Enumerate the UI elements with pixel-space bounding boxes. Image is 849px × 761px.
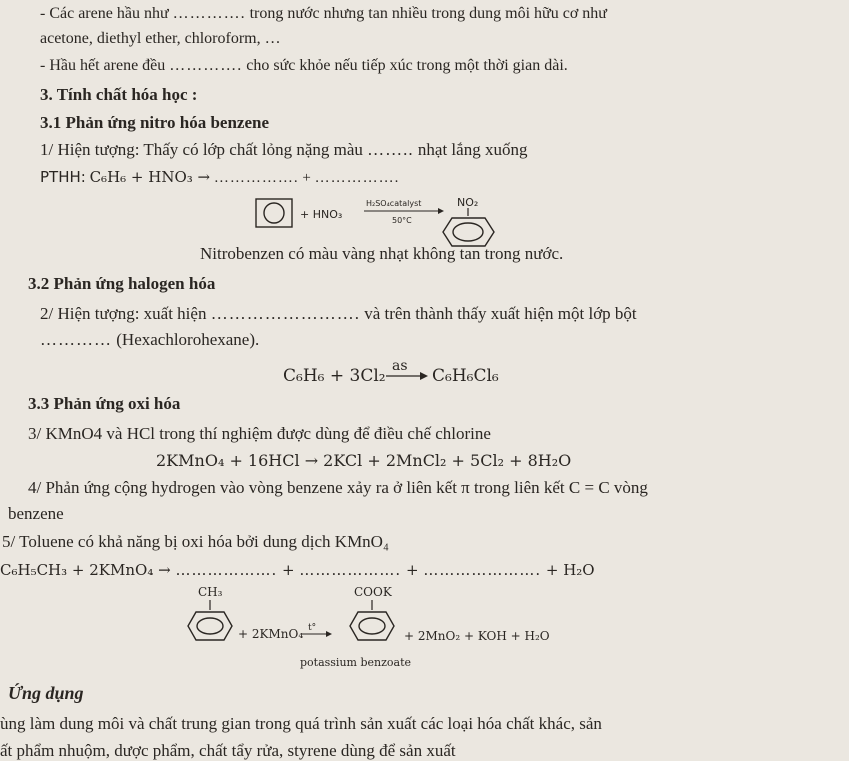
nitration-reagent: + HNO₃ (300, 208, 343, 221)
text-line-solvents: acetone, diethyl ether, chloroform, … (40, 30, 281, 47)
text-line-chlorine-prep: 3/ KMnO4 và HCl trong thí nghiệm được dùng để điều chế chlorine (28, 424, 491, 443)
heading-oxidation: 3.3 Phản ứng oxi hóa (28, 394, 181, 413)
toluene-ring-icon (188, 612, 232, 640)
equation-toluene-oxidation: C₆H₅CH₃ + 2KMnO₄ → ………………. + ………………. + …………………. + H₂O (0, 561, 595, 579)
methyl-substituent: CH₃ (198, 585, 223, 599)
blank-fill-4: ……………. (213, 170, 299, 186)
halogenation-condition: as (392, 358, 408, 374)
nitrobenzene-note: Nitrobenzen có màu vàng nhạt không tan trong nước. (200, 244, 564, 263)
oxidation-reagent: + 2KMnO₄ (238, 627, 304, 641)
product-name: potassium benzoate (300, 656, 412, 669)
nitration-condition-catalyst: H₂SO₄catalyst (366, 199, 422, 208)
text-line-toluene-oxidation: 5/ Toluene có khả năng bị oxi hóa bởi dung dịch KMnO₄ (2, 532, 389, 551)
blank-fill-10: …………………. (423, 561, 542, 579)
text-line-halogenation-phenomenon: 2/ Hiện tượng: xuất hiện ……………………. và trên thành thấy xuất hiện một lớp bột (40, 304, 637, 323)
blank-fill-1: …………. (172, 5, 246, 22)
equation-nitration: PTHH: C₆H₆ + HNO₃ → ……………. + ……………. (40, 168, 400, 186)
heading-chemical-properties: 3. Tính chất hóa học : (40, 85, 198, 104)
text-line-applications-1: ùng làm dung môi và chất trung gian trong quá trình sản xuất các loại hóa chất khác, sản (0, 714, 602, 733)
text-line-applications-2: ất phẩm nhuộm, dược phẩm, chất tẩy rửa, styrene dùng để sản xuất (0, 741, 456, 760)
blank-fill-7: ………… (40, 330, 112, 349)
carboxylate-substituent: COOK (354, 585, 392, 599)
benzoate-ring-icon (350, 612, 394, 640)
blank-fill-3: …….. (367, 140, 414, 159)
equation-halogenation: C₆H₆ + 3Cl₂ (283, 366, 386, 386)
equation-chlorine: 2KMnO₄ + 16HCl → 2KCl + 2MnCl₂ + 5Cl₂ + 8H₂O (156, 451, 572, 470)
blank-fill-8: ………………. (175, 561, 278, 579)
text-line-arene-solubility: - Các arene hầu như …………. trong nước nhưng tan nhiều trong dung môi hữu cơ như (40, 5, 607, 22)
heading-nitration: 3.1 Phản ứng nitro hóa benzene (40, 113, 270, 132)
text-line-arene-health: - Hầu hết arene đều …………. cho sức khỏe nếu tiếp xúc trong một thời gian dài. (40, 57, 568, 74)
text-line-hexachlorohexane: ………… (Hexachlorohexane). (40, 330, 260, 349)
heading-halogenation: 3.2 Phản ứng halogen hóa (28, 274, 216, 293)
blank-fill-6: ……………………. (210, 304, 360, 323)
oxidation-products: + 2MnO₂ + KOH + H₂O (404, 629, 550, 643)
text-line-nitration-phenomenon: 1/ Hiện tượng: Thấy có lớp chất lỏng nặng màu …….. nhạt lắng xuống (40, 140, 528, 159)
blank-fill-2: …………. (169, 57, 243, 74)
oxidation-condition: t° (308, 623, 317, 633)
blank-fill-9: ………………. (299, 561, 402, 579)
nitration-condition-temperature: 50°C (392, 216, 412, 225)
blank-fill-5: ……………. (314, 170, 400, 186)
text-line-hydrogen-addition: 4/ Phản ứng cộng hydrogen vào vòng benzene xảy ra ở liên kết π trong liên kết C = C vòng (28, 478, 648, 497)
heading-applications: Ứng dụng (8, 683, 84, 703)
text-line-benzene: benzene (8, 504, 64, 523)
nitro-substituent: NO₂ (457, 196, 479, 209)
halogenation-product: C₆H₆Cl₆ (432, 366, 499, 386)
